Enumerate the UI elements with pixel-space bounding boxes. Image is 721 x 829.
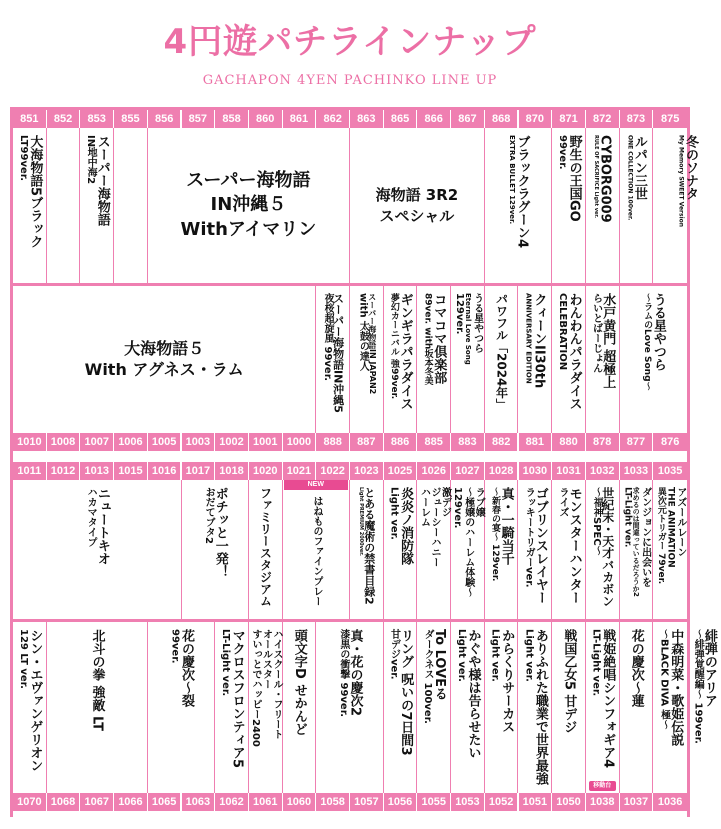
machine-title (422, 629, 446, 724)
page-subtitle: GACHAPON 4YEN PACHINKO LINE UP (202, 73, 498, 88)
machine-number: 1020 (249, 462, 283, 480)
machine-number: 1000 (283, 433, 317, 451)
machine-number: 855 (114, 110, 148, 128)
machine-name: ギンギラパラダイス (397, 293, 413, 410)
machine-title (249, 629, 281, 747)
machine-cell (13, 480, 182, 619)
machine-number: 1038 (586, 793, 620, 811)
machine-name: アズールレーン (674, 487, 686, 557)
machine-number: 1015 (114, 462, 148, 480)
machine-number: 885 (417, 433, 451, 451)
machine-cell (586, 128, 620, 283)
machine-number: 871 (552, 110, 586, 128)
machine-cell (417, 480, 451, 619)
machine-subtitle: Eternal Love Song (464, 293, 473, 365)
machine-name: 北斗の拳 強敵 LT (89, 629, 105, 732)
machine-cell (586, 622, 620, 793)
machine-title (655, 487, 684, 584)
machine-title (418, 487, 450, 567)
machine-number: 853 (80, 110, 114, 128)
machine-name: モンスターハンター (566, 487, 582, 604)
machine-title (85, 487, 109, 565)
machine-subtitle: 99ver. (169, 629, 181, 664)
machine-subtitle: 89ver. with坂本冬美 (422, 293, 433, 386)
machine-cell (384, 480, 418, 619)
machine-number: 1011 (13, 462, 47, 480)
machine-number: 1021 (283, 462, 317, 480)
machine-name: 戦姫絶唱シンフォギア4 (600, 629, 616, 769)
machine-cell (620, 622, 654, 793)
machine-cell (620, 480, 654, 619)
machine-number: 1060 (283, 793, 317, 811)
machine-number: 1033 (620, 462, 654, 480)
machine-title (677, 135, 697, 227)
machine-title (556, 487, 580, 604)
machine-number: 1001 (249, 433, 283, 451)
machine-number: 856 (148, 110, 182, 128)
machine-number: 875 (653, 110, 687, 128)
machine-number: 1002 (215, 433, 249, 451)
machine-number: 1052 (485, 793, 519, 811)
machine-cell (451, 622, 485, 793)
machine-name: クィーンII30th (531, 293, 547, 389)
machine-cell (148, 622, 215, 793)
machine-cell (316, 286, 350, 433)
machine-number: 1013 (80, 462, 114, 480)
machine-title (322, 293, 344, 413)
machine-name: 戦国乙女5 甘デジ (561, 629, 577, 734)
machine-cell (552, 286, 586, 433)
machine-subtitle: 129ver. (452, 487, 464, 529)
machine-name: スーパー海物語 (94, 135, 110, 226)
machine-title (692, 629, 716, 744)
machine-title (562, 629, 576, 734)
machine-number: 1070 (13, 793, 47, 811)
machine-title (292, 629, 306, 735)
machine-name: 海物語 3R2 (375, 186, 459, 205)
machine-number: 1003 (182, 433, 216, 451)
machine-name: 真・花の慶次2 (347, 629, 363, 717)
machine-cell (586, 286, 620, 433)
machine-name: スーパー海物語IN沖縄5 (331, 293, 345, 413)
machine-subtitle: With アグネス・ラム (84, 360, 244, 380)
machine-name: はねものファインプレー (311, 496, 323, 606)
machine-name: 中森明菜・歌姫伝説 (668, 629, 684, 746)
machine-title (337, 629, 361, 717)
machine-title (455, 629, 479, 759)
machine-cell (586, 480, 620, 619)
machine-number: 1017 (182, 462, 216, 480)
machine-title (490, 487, 513, 581)
machine-subtitle: with 太鼓の達人 (357, 293, 369, 372)
machine-subtitle: 129ver. (453, 293, 465, 335)
machine-subtitle: IN地中海2 (85, 135, 97, 185)
machine-subtitle: Withアイマリン (180, 218, 317, 240)
machine-subtitle: ハーレム (418, 487, 430, 527)
machine-cell (653, 128, 720, 283)
machine-subtitle: ～新春の宴～ 129ver. (490, 487, 501, 582)
machine-name: To LOVEる (431, 629, 447, 701)
machine-title (148, 169, 349, 242)
machine-number: 882 (485, 433, 519, 451)
machine-number: 880 (552, 433, 586, 451)
machine-cell (519, 622, 553, 793)
machine-title (622, 487, 649, 597)
machine-number: 870 (519, 110, 553, 128)
machine-title (452, 487, 484, 597)
machine-number: 1066 (114, 793, 148, 811)
machine-subtitle: 甘デジver. (388, 629, 400, 680)
machine-cell (148, 128, 350, 283)
machine-name: ラブ嬢 (473, 487, 485, 517)
machine-number: 1051 (519, 793, 553, 811)
machine-name: 大海物語５ (124, 338, 205, 358)
machine-cell (384, 622, 418, 793)
machine-number: 1032 (586, 462, 620, 480)
machine-number: 851 (13, 110, 47, 128)
machine-number: 1006 (114, 433, 148, 451)
machine-cell (485, 128, 552, 283)
machine-subtitle: LT-Light ver. (219, 629, 231, 697)
machine-name: 野生の王国GO (566, 135, 582, 222)
machine-number: 1057 (350, 793, 384, 811)
machine-cell (283, 622, 317, 793)
machine-title (90, 629, 104, 731)
machine-name: 世紀末・天才バカボン (600, 487, 615, 607)
machine-subtitle: おだてブタ2 (203, 487, 215, 544)
machine-number: 868 (485, 110, 519, 128)
machine-number: 865 (384, 110, 418, 128)
machine-cell (552, 622, 586, 793)
machine-subtitle: Light PREMIUM 2000ver. (358, 487, 365, 556)
machine-subtitle: LT-Light ver. (590, 629, 602, 697)
machine-number: 1012 (47, 462, 81, 480)
machine-subtitle: ライズ (556, 487, 568, 517)
machine-subtitle: THE ANIMATION (665, 487, 676, 568)
machine-cell (687, 622, 721, 793)
machine-number: 860 (249, 110, 283, 128)
machine-number: 852 (47, 110, 81, 128)
machine-title (507, 135, 528, 248)
machine-number: 863 (350, 110, 384, 128)
machine-subtitle: LT99ver. (17, 135, 29, 182)
machine-subtitle: Light ver. (388, 487, 400, 540)
machine-subtitle: らいとばーじょん (590, 293, 602, 373)
machine-title (642, 293, 665, 391)
machine-name: ポチッと一発！ (212, 487, 228, 578)
page-title: 4円遊パチラインナップ (163, 22, 537, 62)
machine-number: 873 (620, 110, 654, 128)
machine-number: 887 (350, 433, 384, 451)
machine-number: 1007 (80, 433, 114, 451)
machine-subtitle: My Memory SWEET Version (677, 135, 685, 228)
machine-cell (13, 622, 47, 793)
machine-number: 1061 (249, 793, 283, 811)
machine-number: 1005 (148, 433, 182, 451)
machine-title (350, 185, 484, 226)
machine-number: 886 (384, 433, 418, 451)
machine-subtitle: すいっとでハッピー2400 (249, 629, 261, 747)
machine-cell (13, 128, 47, 283)
machine-cell (13, 286, 316, 433)
machine-name: ブラックラグーン4 (514, 135, 530, 249)
machine-number: 1058 (316, 793, 350, 811)
machine-name: 花の慶次～蓮 (628, 629, 644, 707)
machine-number: 1062 (215, 793, 249, 811)
status-badge: NEW (284, 480, 348, 490)
machine-cell (215, 622, 249, 793)
machine-title (259, 487, 272, 607)
machine-name: パワフル「2024年」 (494, 293, 509, 411)
machine-cell (519, 286, 553, 433)
machine-cell (350, 128, 485, 283)
machine-name: ありふれた職業で世界最強 (532, 629, 548, 785)
machine-title (590, 293, 614, 389)
machine-cell (485, 480, 519, 619)
machine-number: 1067 (80, 793, 114, 811)
machine-name: 真・一騎当千 (498, 487, 514, 565)
machine-number: 866 (417, 110, 451, 128)
machine-number: 1023 (350, 462, 384, 480)
machine-name: 冬のソナタ (682, 135, 698, 200)
machine-number: 1018 (215, 462, 249, 480)
machine-name: マクロスフロンティア5 (229, 629, 245, 769)
machine-cell (316, 622, 383, 793)
machine-subtitle: スペシャル (379, 206, 455, 225)
machine-subtitle: ラッキートリガーver. (523, 487, 535, 588)
machine-number: 861 (283, 110, 317, 128)
machine-name: 緋弾のアリア (701, 629, 717, 707)
machine-number: 1036 (653, 793, 687, 811)
machine-cell (552, 480, 586, 619)
machine-title (590, 629, 614, 768)
machine-name: ダンジョンに出会いを (639, 487, 651, 587)
machine-title (556, 135, 580, 222)
machine-number: 1031 (552, 462, 586, 480)
machine-cell (653, 480, 687, 619)
machine-name: わんわんパラダイス (566, 293, 582, 410)
status-badge: 移動台 (589, 781, 616, 791)
machine-number: 1055 (417, 793, 451, 811)
machine-cell (182, 480, 249, 619)
machine-number: 1063 (182, 793, 216, 811)
machine-title (453, 293, 481, 365)
machine-subtitle: LT-Light ver. (622, 487, 633, 548)
machine-number: 888 (316, 433, 350, 451)
machine-number: 1056 (384, 793, 418, 811)
machine-cell (249, 622, 283, 793)
machine-name: ゴブリンスレイヤー (532, 487, 548, 604)
machine-number: 883 (451, 433, 485, 451)
machine-subtitle: ダークネス 100ver. (422, 629, 434, 724)
machine-number: 1030 (519, 462, 553, 480)
machine-title (629, 629, 643, 707)
machine-subtitle: Light ver. (523, 629, 535, 682)
machine-subtitle: ～緋弾覚醒編～ 199ver. (692, 629, 704, 744)
machine-name: コマコマ倶楽部 (431, 293, 447, 384)
machine-title (388, 629, 412, 756)
machine-title (591, 487, 614, 607)
machine-subtitle: ANNIVERSARY EDITION (524, 293, 533, 384)
machine-subtitle: Light ver. (489, 629, 501, 682)
machine-title (495, 293, 508, 410)
machine-cell (47, 128, 81, 283)
machine-subtitle: 129 LT ver. (17, 629, 29, 689)
machine-name: シン・エヴァンゲリオン (27, 629, 43, 772)
machine-cell (485, 622, 519, 793)
machine-number: 1068 (47, 793, 81, 811)
machine-subtitle: 夜桜超旋風 99ver. (322, 293, 334, 382)
machine-subtitle: ～BLACK DIVA 極～ (658, 629, 670, 730)
machine-cell (249, 480, 283, 619)
machine-name: スーパー海物語 (186, 170, 311, 192)
machine-number: 857 (182, 110, 216, 128)
machine-number: 1008 (47, 433, 81, 451)
machine-number: 1025 (384, 462, 418, 480)
machine-title (388, 487, 412, 565)
machine-cell (384, 286, 418, 433)
machine-subtitle: ジューシーハニー (428, 487, 440, 567)
machine-title (556, 293, 580, 410)
machine-subtitle: IN沖縄５ (210, 194, 287, 216)
machine-cell (417, 622, 451, 793)
machine-subtitle: オールスター (260, 629, 272, 689)
machine-title (626, 135, 646, 220)
machine-name: ルパン三世 (631, 135, 647, 200)
machine-name: リング 呪いの7日間3 (398, 629, 414, 756)
machine-subtitle: 漆黒の衝撃 99ver. (337, 629, 349, 718)
machine-name: ハイスクール・フリート (270, 629, 282, 739)
machine-name: 花の慶次～裂 (179, 629, 195, 707)
machine-number: 876 (653, 433, 687, 451)
machine-number: 872 (586, 110, 620, 128)
machine-cell (653, 622, 687, 793)
machine-cell (283, 480, 350, 619)
machine-cell (350, 480, 384, 619)
machine-title (658, 629, 682, 746)
machine-title (13, 338, 315, 381)
machine-number: 1035 (653, 462, 687, 480)
machine-cell (80, 128, 114, 283)
machine-title (219, 629, 243, 768)
machine-title (17, 629, 41, 772)
machine-title (388, 293, 411, 410)
machine-title (357, 293, 376, 394)
machine-subtitle: 異次元トリガー 79ver. (655, 487, 666, 585)
machine-number: 1010 (13, 433, 47, 451)
machine-title (311, 496, 322, 606)
machine-subtitle: EXTRA BULLET 129ver. (507, 135, 516, 225)
machine-number: 1027 (451, 462, 485, 480)
machine-cell (417, 286, 451, 433)
machine-subtitle: ～福神SPEC～ (591, 487, 603, 556)
machine-cell (350, 286, 384, 433)
machine-title (593, 135, 612, 223)
machine-name: ファミリースタジアム (258, 487, 273, 607)
machine-name: 頭文字D せかんど (291, 629, 307, 736)
machine-number: 877 (620, 433, 654, 451)
machine-number: 1022 (316, 462, 350, 480)
machine-name: 大海物語5ブラック (27, 135, 43, 249)
machine-cell (620, 128, 654, 283)
machine-number: 1016 (148, 462, 182, 480)
machine-name: スーパー海物語IN JAPAN2 (367, 293, 377, 395)
machine-subtitle: CELEBRATION (556, 293, 568, 371)
machine-name: 水戸黄門 超極上 (600, 293, 616, 389)
machine-cell (552, 128, 586, 283)
machine-title (85, 135, 109, 226)
machine-number: 881 (519, 433, 553, 451)
machine-number: 862 (316, 110, 350, 128)
machine-cell (114, 128, 148, 283)
machine-name: うる星やつら (471, 293, 483, 353)
machine-subtitle: Light ver. (455, 629, 467, 682)
machine-title (203, 487, 227, 578)
machine-name: からくりサーカス (499, 629, 515, 733)
machine-title (17, 135, 41, 248)
machine-cell (485, 286, 519, 433)
machine-cell (451, 480, 485, 619)
machine-title (169, 629, 193, 707)
machine-subtitle: 夢幻カーニバル 強99ver. (388, 293, 399, 400)
machine-number: 1050 (552, 793, 586, 811)
machine-name: CYBORG009 (597, 135, 613, 223)
machine-name: とある魔術の禁書目録2 (362, 487, 376, 605)
machine-number: 1053 (451, 793, 485, 811)
machine-subtitle: ～極嬢のハーレム体験～ (462, 487, 474, 597)
machine-number: 1026 (417, 462, 451, 480)
machine-title (358, 487, 375, 605)
machine-subtitle: 求めるのは間違っているだろうか2 (632, 487, 641, 597)
machine-subtitle: ハカマタイプ (85, 487, 97, 547)
machine-cell (47, 622, 148, 793)
machine-number: 1037 (620, 793, 654, 811)
machine-number: 1065 (148, 793, 182, 811)
machine-name: ニュートキオ (94, 487, 110, 565)
machine-title (523, 629, 547, 785)
machine-subtitle: 99ver. (556, 135, 568, 170)
machine-subtitle: RULE OF SACRIFICE Light ver. (593, 135, 600, 219)
machine-title (422, 293, 445, 385)
machine-title (524, 293, 545, 388)
machine-number: 1028 (485, 462, 519, 480)
machine-cell (620, 286, 687, 433)
machine-number: 858 (215, 110, 249, 128)
machine-subtitle: ～ラムのLove Song～ (642, 293, 653, 391)
machine-name: うる星やつら (650, 293, 666, 371)
machine-title (523, 487, 547, 604)
machine-title (489, 629, 513, 733)
machine-name: 激デジ (439, 487, 451, 517)
machine-cell (519, 480, 553, 619)
machine-cell (451, 286, 485, 433)
machine-subtitle: ONE COLLECTION 100ver. (626, 135, 634, 221)
machine-name: かぐや様は告らせたい (465, 629, 481, 759)
machine-name: 炎炎ノ消防隊 (398, 487, 414, 565)
machine-number: 867 (451, 110, 485, 128)
machine-number: 878 (586, 433, 620, 451)
